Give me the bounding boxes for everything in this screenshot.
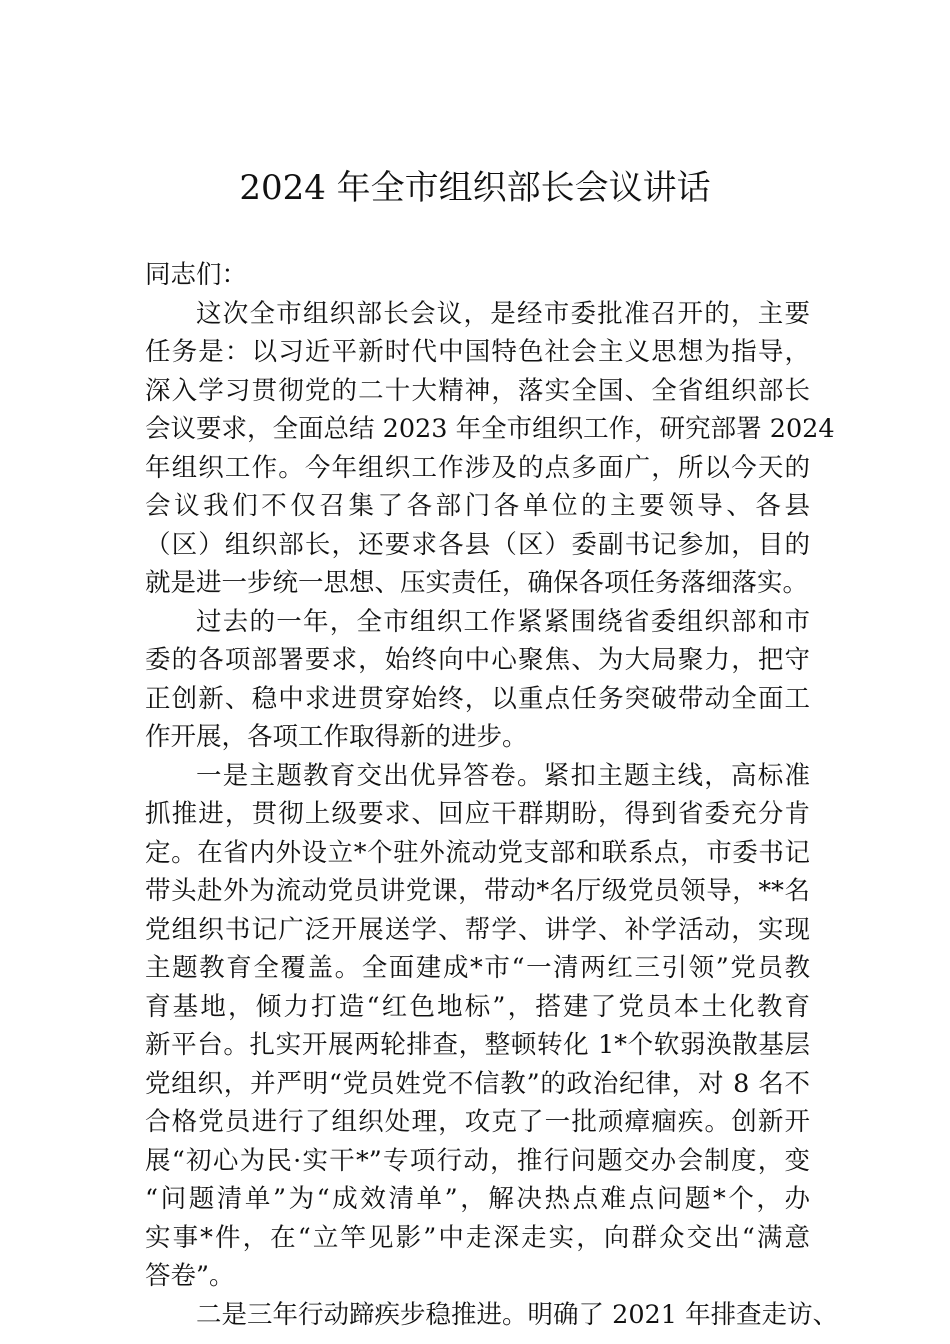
text-line: 正创新、稳中求进贯穿始终，以重点任务突破带动全面工: [145, 683, 810, 714]
text-line: 实事*件，在“立竿见影”中走深走实，向群众交出“满意: [145, 1222, 810, 1253]
text-line: 二是三年行动蹄疾步稳推进。明确了 2021 年排查走访、: [196, 1299, 839, 1330]
text-line: 深入学习贯彻党的二十大精神，落实全国、全省组织部长: [145, 375, 810, 406]
text-line: 党组织，并严明“党员姓党不信教”的政治纪律，对 8 名不: [145, 1068, 810, 1099]
text-line: 作开展，各项工作取得新的进步。: [145, 722, 528, 752]
text-line: 合格党员进行了组织处理，攻克了一批顽瘴痼疾。创新开: [145, 1107, 810, 1137]
text-line: 任务是：以习近平新时代中国特色社会主义思想为指导，: [145, 337, 810, 367]
text-line: 带头赴外为流动党员讲党课，带动*名厅级党员领导，**名: [145, 876, 810, 906]
text-line: 答卷”。: [145, 1261, 235, 1291]
text-line: “问题清单”为“成效清单”，解决热点难点问题*个，办: [145, 1184, 810, 1214]
text-line: 育基地，倾力打造“红色地标”，搭建了党员本土化教育: [145, 991, 810, 1022]
text-line: 会议我们不仅召集了各部门各单位的主要领导、各县: [145, 491, 810, 521]
text-line: 党组织书记广泛开展送学、帮学、讲学、补学活动，实现: [145, 914, 810, 945]
text-line: 抓推进，贯彻上级要求、回应干群期盼，得到省委充分肯: [145, 799, 810, 829]
text-line: 展“初心为民·实干*”专项行动，推行问题交办会制度，变: [145, 1145, 810, 1176]
text-line: 就是进一步统一思想、压实责任，确保各项任务落细落实。: [145, 568, 809, 598]
document-title: 2024 年全市组织部长会议讲话: [239, 168, 711, 208]
text-line: 同志们：: [145, 260, 248, 290]
text-line: 这次全市组织部长会议，是经市委批准召开的，主要: [196, 298, 810, 329]
text-line: 一是主题教育交出优异答卷。紧扣主题主线，高标准: [196, 760, 810, 791]
text-line: 过去的一年，全市组织工作紧紧围绕省委组织部和市: [196, 606, 810, 637]
text-line: 主题教育全覆盖。全面建成*市“一清两红三引领”党员教: [145, 953, 810, 983]
text-line: 年组织工作。今年组织工作涉及的点多面广，所以今天的: [145, 452, 810, 483]
text-line: （区）组织部长，还要求各县（区）委副书记参加，目的: [145, 529, 810, 560]
text-line: 会议要求，全面总结 2023 年全市组织工作，研究部署 2024: [145, 414, 835, 444]
text-line: 委的各项部署要求，始终向中心聚焦、为大局聚力，把守: [145, 645, 810, 675]
text-line: 定。在省内外设立*个驻外流动党支部和联系点，市委书记: [145, 837, 810, 868]
document-body: [145, 256, 839, 1334]
text-line: 新平台。扎实开展两轮排查，整顿转化 1*个软弱涣散基层: [145, 1030, 810, 1060]
